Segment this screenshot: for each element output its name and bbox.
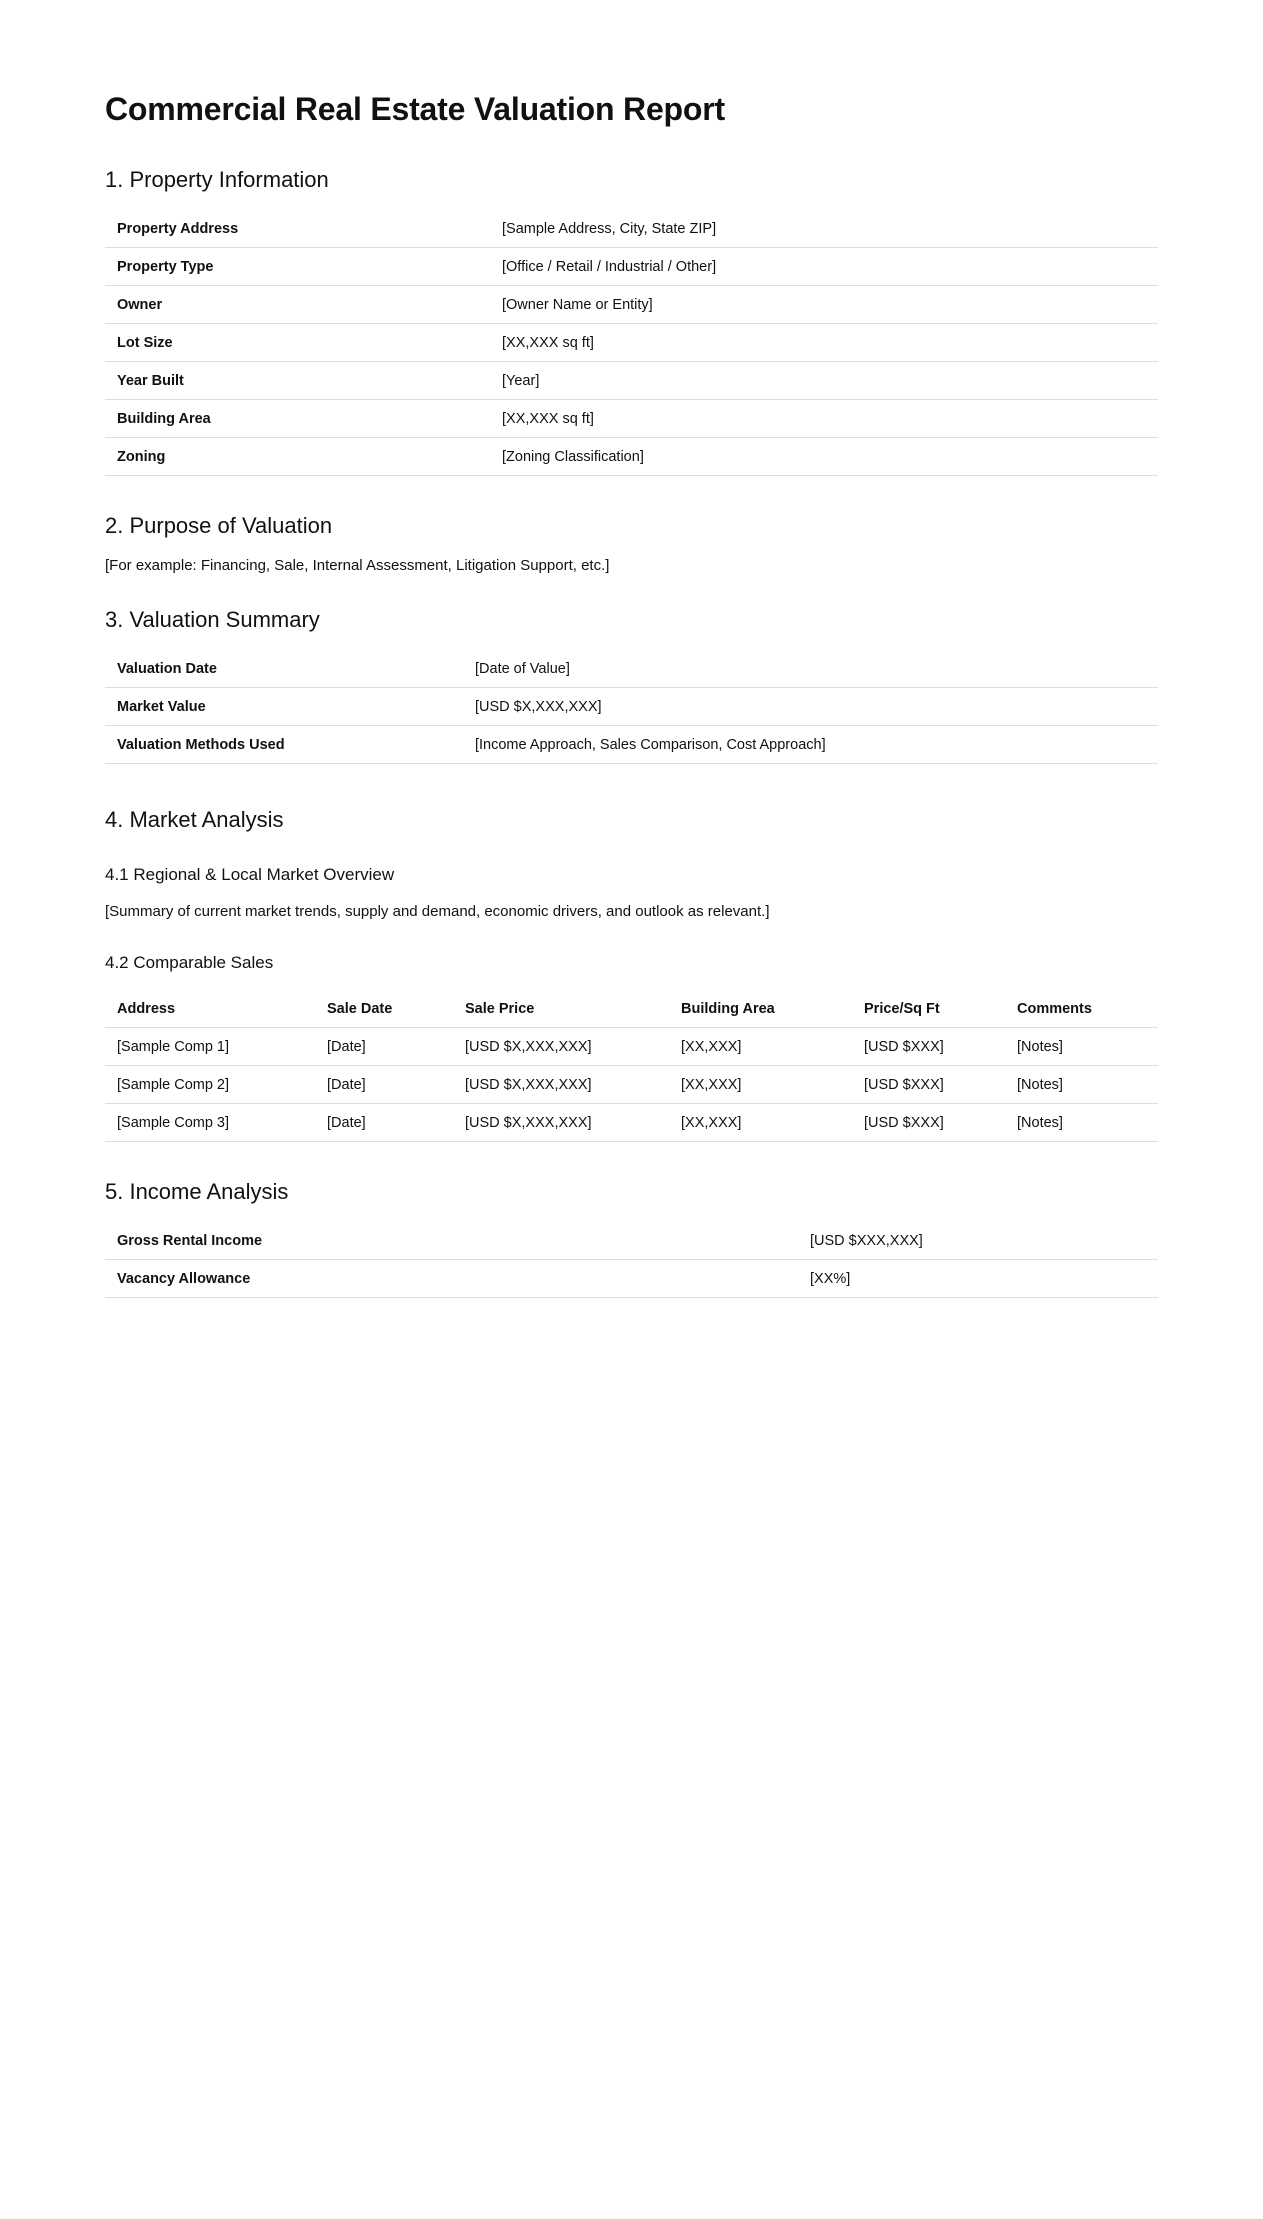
table-header-row (105, 990, 1158, 1028)
row-value: [USD $X,XXX,XXX] (463, 688, 1158, 726)
row-label: Valuation Methods Used (105, 726, 463, 764)
row-label: Year Built (105, 362, 490, 400)
section-heading: 3. Valuation Summary (105, 607, 320, 632)
cell-sale-price: [USD $X,XXX,XXX] (453, 1104, 669, 1142)
column-header-price-per-sqft: Price/Sq Ft (852, 990, 1005, 1028)
cell-comments: [Notes] (1005, 1104, 1158, 1142)
section-income-analysis (105, 1178, 1158, 1298)
cell-sale-date: [Date] (315, 1066, 453, 1104)
valuation-summary-table (105, 650, 1158, 764)
row-label: Building Area (105, 400, 490, 438)
subsection-heading: 4.1 Regional & Local Market Overview (105, 865, 395, 884)
table-row (105, 438, 1158, 476)
cell-sale-price: [USD $X,XXX,XXX] (453, 1066, 669, 1104)
report-title: Commercial Real Estate Valuation Report (105, 91, 725, 127)
row-value: [XX,XXX sq ft] (490, 400, 1158, 438)
table-row (105, 1222, 1158, 1260)
table-row (105, 362, 1158, 400)
table-row (105, 726, 1158, 764)
section-heading: 1. Property Information (105, 167, 329, 192)
cell-address: [Sample Comp 2] (105, 1066, 315, 1104)
table-row (105, 650, 1158, 688)
row-label: Property Address (105, 210, 490, 248)
cell-sale-date: [Date] (315, 1028, 453, 1066)
cell-comments: [Notes] (1005, 1066, 1158, 1104)
row-label: Zoning (105, 438, 490, 476)
cell-price-per-sqft: [USD $XXX] (852, 1028, 1005, 1066)
row-label: Gross Rental Income (105, 1222, 798, 1260)
cell-price-per-sqft: [USD $XXX] (852, 1104, 1005, 1142)
table-row (105, 1028, 1158, 1066)
cell-address: [Sample Comp 3] (105, 1104, 315, 1142)
cell-sale-price: [USD $X,XXX,XXX] (453, 1028, 669, 1066)
column-header-building-area: Building Area (669, 990, 852, 1028)
row-value: [Owner Name or Entity] (490, 286, 1158, 324)
comparable-sales-table (105, 990, 1158, 1142)
row-label: Market Value (105, 688, 463, 726)
table-row (105, 688, 1158, 726)
cell-price-per-sqft: [USD $XXX] (852, 1066, 1005, 1104)
row-value: [Office / Retail / Industrial / Other] (490, 248, 1158, 286)
row-value: [Year] (490, 362, 1158, 400)
row-value: [Sample Address, City, State ZIP] (490, 210, 1158, 248)
row-value: [XX%] (798, 1260, 1158, 1298)
row-value: [Zoning Classification] (490, 438, 1158, 476)
row-value: [XX,XXX sq ft] (490, 324, 1158, 362)
column-header-comments: Comments (1005, 990, 1158, 1028)
section-heading: 2. Purpose of Valuation (105, 513, 333, 538)
row-label: Owner (105, 286, 490, 324)
row-value: [Date of Value] (463, 650, 1158, 688)
section-valuation-summary (105, 606, 1158, 764)
cell-building-area: [XX,XXX] (669, 1028, 852, 1066)
cell-address: [Sample Comp 1] (105, 1028, 315, 1066)
cell-comments: [Notes] (1005, 1028, 1158, 1066)
table-row (105, 210, 1158, 248)
row-value: [USD $XXX,XXX] (798, 1222, 1158, 1260)
market-overview-text: [Summary of current market trends, supply and demand, economic drivers, and outlook as relevant.] (105, 903, 770, 920)
section-heading: 5. Income Analysis (105, 1179, 289, 1204)
subsection-heading: 4.2 Comparable Sales (105, 953, 274, 972)
purpose-text: [For example: Financing, Sale, Internal Assessment, Litigation Support, etc.] (105, 557, 610, 574)
row-label: Valuation Date (105, 650, 463, 688)
table-row (105, 324, 1158, 362)
table-row (105, 1104, 1158, 1142)
section-purpose-of-valuation (105, 512, 1158, 576)
cell-sale-date: [Date] (315, 1104, 453, 1142)
column-header-address: Address (105, 990, 315, 1028)
cell-building-area: [XX,XXX] (669, 1104, 852, 1142)
table-row (105, 1260, 1158, 1298)
row-label: Lot Size (105, 324, 490, 362)
table-row (105, 1066, 1158, 1104)
row-label: Property Type (105, 248, 490, 286)
row-label: Vacancy Allowance (105, 1260, 798, 1298)
section-heading: 4. Market Analysis (105, 807, 284, 832)
table-row (105, 248, 1158, 286)
property-information-table (105, 210, 1158, 476)
income-analysis-table (105, 1222, 1158, 1298)
column-header-sale-price: Sale Price (453, 990, 669, 1028)
column-header-sale-date: Sale Date (315, 990, 453, 1028)
table-row (105, 286, 1158, 324)
section-property-information (105, 166, 1158, 476)
section-market-analysis (105, 800, 1158, 1142)
row-value: [Income Approach, Sales Comparison, Cost Approach] (463, 726, 1158, 764)
cell-building-area: [XX,XXX] (669, 1066, 852, 1104)
table-row (105, 400, 1158, 438)
